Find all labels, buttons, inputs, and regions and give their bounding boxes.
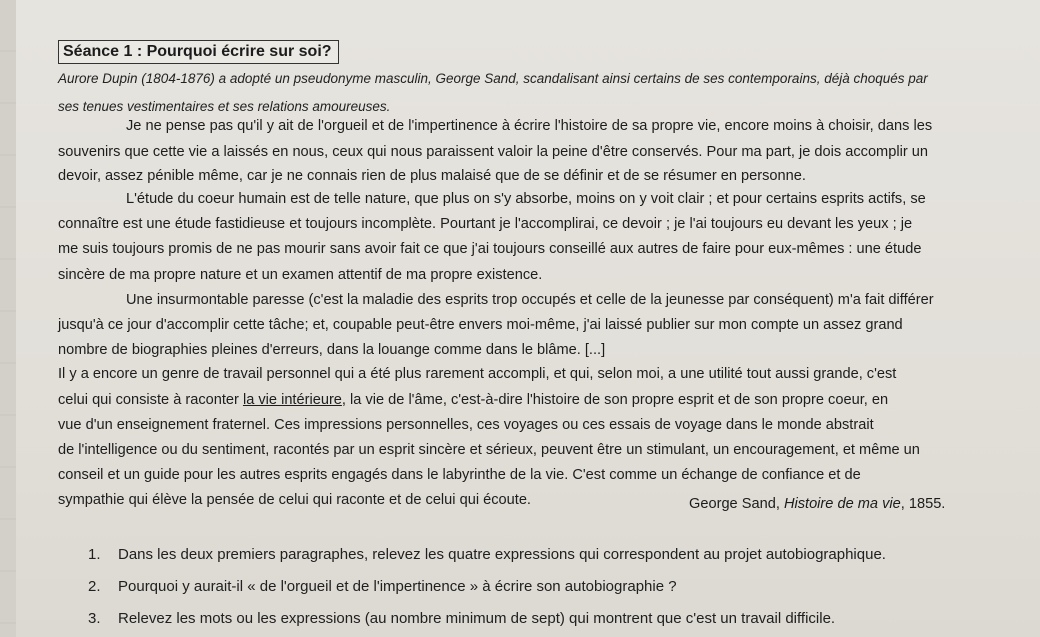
source-attribution (689, 496, 945, 512)
question-number: 1. (88, 546, 101, 563)
author-name: George Sand, (689, 496, 784, 512)
text-segment: , la vie de l'âme, c'est-à-dire l'histoire de son propre esprit et de son propre coeur, en (341, 392, 889, 408)
question-item (88, 610, 835, 627)
work-title: Histoire de ma vie (783, 496, 901, 512)
question-item (88, 546, 886, 563)
publication-year: , 1855. (900, 496, 946, 512)
question-text: Pourquoi y aurait-il « de l'orgueil et de l'impertinence » à écrire son autobiographie ? (118, 578, 677, 595)
text-line: souvenirs que cette vie a laissés en nous, ceux qui nous paraissent valoir la peine d'être conservés. Pour ma part, je dois accomplir un (58, 144, 928, 160)
text-segment: celui qui consiste à raconter (58, 392, 243, 408)
text-line: conseil et un guide pour les autres esprits engagés dans le labyrinthe de la vie. C'est comme un échange de confiance et de (58, 467, 861, 483)
text-line: connaître est une étude fastidieuse et toujours incomplète. Pourtant je l'accomplirai, ce devoir ; je l'ai toujours eu devant les yeux ; je (58, 216, 913, 232)
text-line: de l'intelligence ou du sentiment, racontés par un esprit sincère et sérieux, peuvent être un stimulant, un encouragement, et même un (58, 442, 920, 458)
intro-line: ses tenues vestimentaires et ses relations amoureuses. (58, 99, 391, 114)
question-text: Relevez les mots ou les expressions (au nombre minimum de sept) qui montrent que c'est un travail difficile. (118, 610, 836, 627)
text-line: sympathie qui élève la pensée de celui qui raconte et de celui qui écoute. (58, 492, 531, 508)
question-text: Dans les deux premiers paragraphes, relevez les quatre expressions qui correspondent au projet autobiographique. (118, 546, 886, 563)
text-line: Une insurmontable paresse (c'est la maladie des esprits trop occupés et celle de la jeunesse par conséquent) m'a fait différer (126, 292, 934, 308)
question-item (88, 578, 677, 595)
text-line: vue d'un enseignement fraternel. Ces impressions personnelles, ces voyages ou ces essais de voyage dans le monde abstrait (58, 417, 874, 433)
question-number: 3. (88, 610, 101, 627)
text-line: L'étude du coeur humain est de telle nature, que plus on s'y absorbe, moins on y voit clair ; et pour certains esprits actifs, se (126, 191, 926, 207)
underlined-phrase: la vie intérieure (242, 392, 342, 408)
text-line: jusqu'à ce jour d'accomplir cette tâche; et, coupable peut-être envers moi-même, j'ai laissé publier sur mon compte un assez grand (58, 317, 903, 333)
text-line: Je ne pense pas qu'il y ait de l'orgueil et de l'impertinence à écrire l'histoire de sa propre vie, encore moins à choisir, dans les (126, 118, 933, 134)
text-line: devoir, assez pénible même, car je ne connais rien de plus malaisé que de se définir et de se résumer en personne. (58, 168, 806, 184)
text-line: me suis toujours promis de ne pas mourir sans avoir fait ce que j'ai toujours conseillé aux autres de faire pour eux-mêmes : une étude (58, 241, 922, 257)
intro-line: Aurore Dupin (1804-1876) a adopté un pseudonyme masculin, George Sand, scandalisant ainsi certains de ses contemporains, déjà choqués par (58, 71, 928, 86)
text-line: sincère de ma propre nature et un examen attentif de ma propre existence. (58, 267, 543, 283)
page-title: Séance 1 : Pourquoi écrire sur soi? (58, 40, 339, 64)
page-margin-edge (0, 0, 16, 637)
question-number: 2. (88, 578, 101, 595)
text-line: nombre de biographies pleines d'erreurs, dans la louange comme dans le blâme. [...] (58, 342, 606, 358)
text-line: Il y a encore un genre de travail personnel qui a été plus rarement accompli, et qui, selon moi, a une utilité tout aussi grande, c'est (58, 366, 897, 382)
text-line (58, 390, 1018, 410)
